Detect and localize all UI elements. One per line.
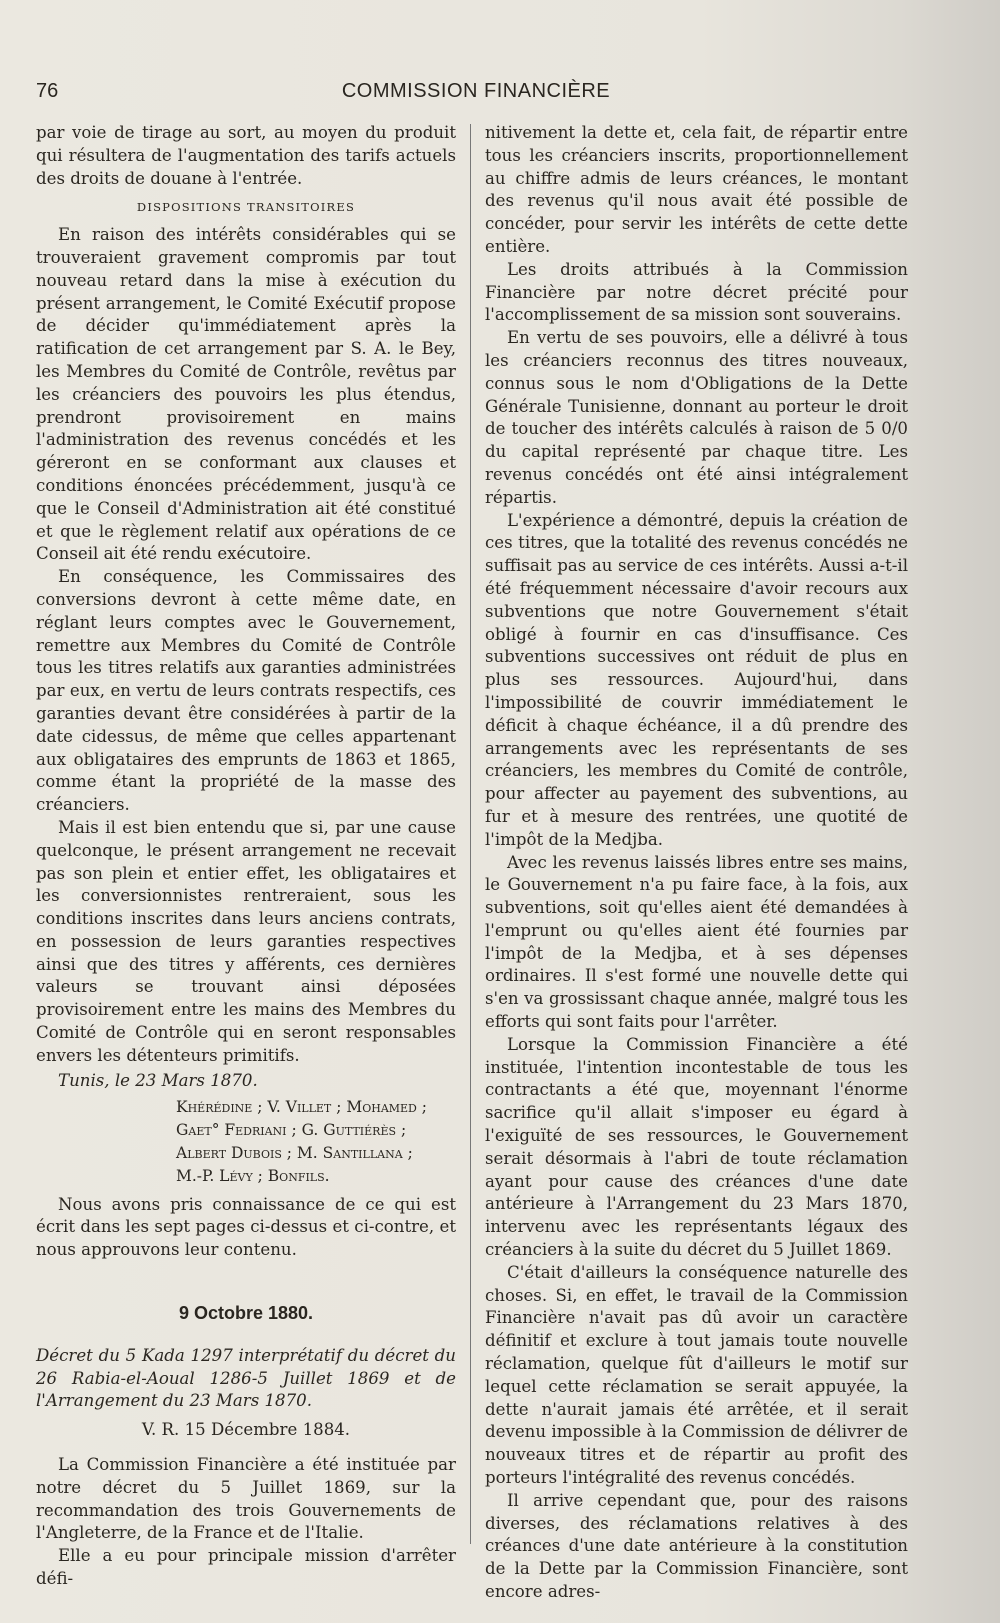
paragraph: En raison des intérêts considérables qui se trouveraient gravement compromis par tout nouveau retard dans la mise à exécution du présent arrangement, le Comité Exécutif propose de décider qu'immédiatement après la ratification de cet arrangement par S. A. le Bey, les Membres du Comité de Contrôle, revêtus par les créanciers des pouvoirs les plus étendus, prendront provisoirement en mains l'administration des revenus concédés et les géreront en se conformant aux clauses et conditions énoncées précédemment, jusqu'à ce que le Conseil d'Administration ait été constitué et que le règlement relatif aux opérations de ce Conseil ait été rendu exécutoire. (36, 225, 456, 564)
paragraph: C'était d'ailleurs la conséquence naturelle des choses. Si, en effet, le travail de la Commission Financière n'avait pas dû avoir un caractère définitif et exclure à tout jamais toute nouvelle réclamation, quelque fût d'ailleurs le motif sur lequel cette réclamation se serait appuyée, la dette n'aurait jamais été arrêtée, et il serait devenu impossible à la Commission de délivrer de nouveaux titres et de répartir au profit des porteurs l'intégralité des revenus concédés. (485, 1262, 908, 1488)
paragraph: nitivement la dette et, cela fait, de répartir entre tous les créanciers inscrits, proportionnellement au chiffre admis de leurs créances, le montant des revenus qu'il nous avait été possible de concéder, pour servir les intérêts de cette dette entière. (485, 123, 908, 256)
left-column (36, 122, 456, 1591)
right-column (485, 122, 908, 1604)
signature-line: M.-P. Lévy ; Bonfils. (176, 1166, 330, 1185)
paragraph: Elle a eu pour principale mission d'arrêter défi- (36, 1546, 456, 1589)
paragraph: Nous avons pris connaissance de ce qui est écrit dans les sept pages ci-dessus et ci-contre, et nous approuvons leur contenu. (36, 1194, 456, 1260)
running-title: COMMISSION FINANCIÈRE (341, 80, 611, 102)
decree-title: 9 Octobre 1880. (178, 1303, 314, 1324)
section-title: DISPOSITIONS TRANSITOIRES (136, 200, 356, 215)
paragraph: Il arrive cependant que, pour des raisons diverses, des réclamations relatives à des créances d'une date antérieure à la constitution de la Dette par la Commission Financière, sont encore adres- (485, 1490, 908, 1601)
page-header (36, 80, 916, 112)
paragraph: En conséquence, les Commissaires des conversions devront à cette même date, en réglant leurs comptes avec le Gouvernement, remettre aux Membres du Comité de Contrôle tous les titres relatifs aux garanties administrées par eux, en vertu de leurs contrats respectifs, ces garanties devant être considérées à partir de la date cidessus, de même que celles appartenant aux obligataires des emprunts de 1863 et 1865, comme étant la propriété de la masse des créanciers. (36, 567, 456, 815)
paragraph: En vertu de ses pouvoirs, elle a délivré à tous les créanciers reconnus des titres nouveaux, connus sous le nom d'Obligations de la Dette Générale Tunisienne, donnant au porteur le droit de toucher des intérêts calculés à raison de 5 0/0 du capital représenté par chaque titre. Les revenus concédés ont été ainsi intégralement répartis. (485, 328, 908, 507)
page-number: 76 (36, 80, 59, 102)
column-divider (470, 124, 471, 1544)
signature-line: Khérédine ; V. Villet ; Mohamed ; (176, 1098, 428, 1117)
paragraph: Lorsque la Commission Financière a été instituée, l'intention incontestable de tous les contractants a été que, moyennant l'énorme sacrifice qu'il allait s'imposer eu égard à l'exiguïté de ses ressources, le Gouvernement serait désormais à l'abri de toute réclamation ayant pour cause des créances d'une date antérieure à l'Arrangement du 23 Mars 1870, intervenu avec les représentants légaux des créanciers à la suite du décret du 5 Juillet 1869. (485, 1034, 908, 1260)
paragraph: Les droits attribués à la Commission Financière par notre décret précité pour l'accomplissement de sa mission sont souverains. (485, 259, 908, 325)
signatures (36, 1096, 456, 1187)
paragraph: La Commission Financière a été instituée par notre décret du 5 Juillet 1869, sur la recommandation des trois Gouvernements de l'Angleterre, de la France et de l'Italie. (36, 1455, 456, 1543)
signature-line: Gaet° Fedriani ; G. Guttiérès ; (176, 1121, 407, 1140)
signature-line: Albert Dubois ; M. Santillana ; (176, 1144, 413, 1163)
paragraph: L'expérience a démontré, depuis la création de ces titres, que la totalité des revenus concédés ne suffisait pas au service de ces intérêts. Aussi a-t-il été fréquemment nécessaire d'avoir recours aux subventions que notre Gouvernement s'était obligé à fournir en cas d'insuffisance. Ces subventions successives ont réduit de plus en plus ses ressources. Aujourd'hui, dans l'impossibilité de couvrir immédiatement le déficit à chaque échéance, il a dû prendre des arrangements avec les représentants de ses créanciers, les membres du Comité de contrôle, pour affecter au payement des subventions, au fur et à mesure des rentrées, une quotité de l'impôt de la Medjba. (485, 510, 908, 849)
vr-line: V. R. 15 Décembre 1884. (141, 1420, 351, 1440)
date-line: Tunis, le 23 Mars 1870. (58, 1070, 258, 1090)
paragraph: Mais il est bien entendu que si, par une cause quelconque, le présent arrangement ne recevait pas son plein et entier effet, les obligataires et les conversionnistes rentreraient, sous les conditions inscrites dans leurs anciens contrats, en possession de leurs garanties respectives ainsi que des titres y afférents, ces dernières valeurs se trouvant ainsi déposées provisoirement entre les mains des Membres du Comité de Contrôle qui en seront responsables envers les détenteurs primitifs. (36, 817, 456, 1065)
paragraph: par voie de tirage au sort, au moyen du produit qui résultera de l'augmentation des tarifs actuels des droits de douane à l'entrée. (36, 123, 456, 188)
decree-subtitle: Décret du 5 Kada 1297 interprétatif du décret du 26 Rabia-el-Aoual 1286-5 Juillet 1869 et de l'Arrangement du 23 Mars 1870. (36, 1345, 456, 1411)
paragraph: Avec les revenus laissés libres entre ses mains, le Gouvernement n'a pu faire face, à la fois, aux subventions, soit qu'elles aient été demandées à l'emprunt ou qu'elles aient été fournies par l'impôt de la Medjba, et à ses dépenses ordinaires. Il s'est formé une nouvelle dette qui s'en va grossissant chaque année, malgré tous les efforts qui sont faits pour l'arrêter. (485, 852, 908, 1032)
